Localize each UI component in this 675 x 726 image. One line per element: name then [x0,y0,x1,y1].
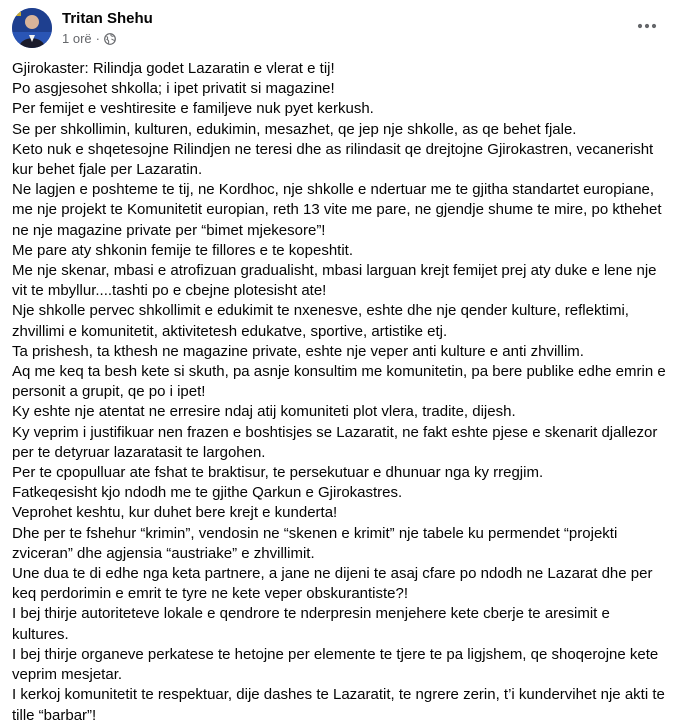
post-paragraph: Ta prishesh, ta kthesh ne magazine private, eshte nje veper anti kulture e anti zhvillim. [12,342,584,360]
post-paragraph: Po asgjesohet shkolla; i ipet privatit si magazine! [12,80,335,98]
post-paragraph: I kerkoj komunitetit te respektuar, dije dashes te Lazaratit, te ngrere zerin, t’i kundervihet nje akti te tille “barbar”! [12,686,665,724]
post-paragraph: Ky veprim i justifikuar nen frazen e boshtisjes se Lazaratit, ne fakt eshte pjese e skenarit djallezor per te detyruar lazaratasit te largohen. [12,423,658,461]
post-paragraph: Veprohet keshtu, kur duhet bere krejt e kunderta! [12,504,338,522]
post-paragraph: Dhe per te fshehur “krimin”, vendosin ne “skenen e krimit” nje tabele ku permendet “projekti zviceran” dhe agjensia “austriake” e zhvillimit. [12,524,618,562]
more-options-icon [637,23,657,29]
post-paragraph: Ne lagjen e poshteme te tij, ne Kordhoc, nje shkolle e ndertuar me te gjitha standartet europiane, me nje projekt te Komunitetit europian, reth 13 vite me pare, ne gjendje shume te mire, po kthehet ne nje magazine private per “bimet mjekesore”! [12,181,662,239]
post-paragraph: Me nje skenar, mbasi e atrofizuan gradualisht, mbasi larguan krejt femijet prej aty duke e lene nje vit te mbyllur....tashti po e cbejne plotesisht ate! [12,262,657,300]
post-paragraph: Ky eshte nje atentat ne erresire ndaj atij komuniteti plot vlera, tradite, dijesh. [12,403,516,421]
post-paragraph: Nje shkolle pervec shkollimit e edukimit te nxenesve, eshte dhe nje qender kulture, reflektimi, zhvillimi e komunitetit, aktivitetesh edukatve, sportive, artistike etj. [12,302,629,340]
post-paragraph: Gjirokaster: Rilindja godet Lazaratin e vlerat e tij! [12,60,335,77]
more-options-button[interactable] [635,14,659,38]
post-meta [62,31,116,46]
post-paragraph: I bej thirje organeve perkatese te hetojne per elemente te tjere te pa ligjshem, qe shoqerojne kete veprim mesjetar. [12,645,659,684]
post-paragraph: Per te cpopulluar ate fshat te braktisur, te persekutuar e dhunuar nga ky rregjim. [12,464,544,482]
author-name[interactable]: Tritan Shehu [62,10,153,27]
avatar-photo-icon [12,8,52,48]
post-header [12,8,663,52]
post-time[interactable]: 1 orë [62,31,92,46]
post-paragraph: Aq me keq ta besh kete si skuth, pa asnje konsultim me komunitetin, pa bere publike edhe emrin e personit a grupit, qe po i ipet! [12,363,666,401]
post-paragraph: Me pare aty shkonin femije te fillores e te kopeshtit. [12,241,354,259]
post-paragraph: I bej thirje autoriteteve lokale e qendrore te nderpresin menjehere kete cberje te aresimit e kultures. [12,605,610,643]
globe-icon [104,33,116,45]
post-paragraph: Keto nuk e shqetesojne Rilindjen ne teresi dhe as rilindasit qe drejtojne Gjirokastren, vecanerisht kur behet fjale per Lazaratin. [12,140,654,179]
avatar[interactable] [12,8,52,48]
post-paragraph: Se per shkollimin, kulturen, edukimin, mesazhet, qe jep nje shkolle, as qe behet fjale. [12,120,577,138]
post-paragraph: Fatkeqesisht kjo ndodh me te gjithe Qarkun e Gjirokastres. [12,484,403,502]
post-body [12,59,668,726]
post-paragraph: Une dua te di edhe nga keta partnere, a jane ne dijeni te asaj cfare po ndodh ne Lazarat dhe per keq perdorimin e emrit te tyre ne kete veper obskurantiste?! [12,565,653,603]
meta-separator: · [95,31,100,46]
post-paragraph: Per femijet e veshtiresite e familjeve nuk pyet kerkush. [12,100,374,118]
